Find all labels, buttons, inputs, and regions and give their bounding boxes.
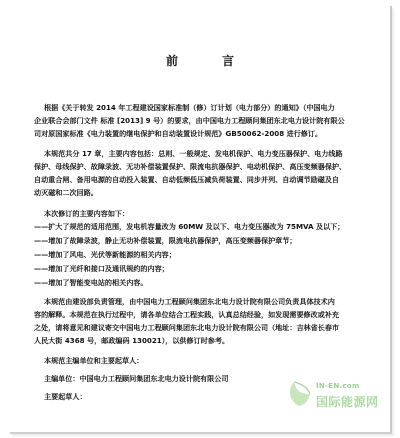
watermark-url: IN-EN.com xyxy=(316,382,360,390)
paragraph-line: 本规范主编单位和主要起草人： xyxy=(44,356,144,365)
paragraph-line: 之处，请将意见和建议寄交中国电力工程顾问集团东北电力设计院有限公司（地址：吉林省长春市 xyxy=(34,323,340,332)
paragraph-line: 司对原国家标准《电力装置的继电保护和自动装置设计规范》GB50062-2008 进行修订。 xyxy=(34,129,323,138)
paragraph-line: 主要起草人： xyxy=(44,392,87,401)
page-title: 前 言 xyxy=(165,54,250,68)
paragraph-line: 自动重合闸、备用电源的自动投入装置、自动低频低压减负荷装置、同步并列、自动调节励磁及自 xyxy=(34,175,340,184)
list-item: ——增加了风电、光伏等新能源的相关内容； xyxy=(34,250,176,259)
list-item: ——增加了光纤和接口及通讯规约的内容； xyxy=(34,264,169,273)
list-item: ——扩大了规范的适用范围，发电机容量改为 60MW 及以下、电力变压器改为 75MVA 及以下； xyxy=(34,222,345,231)
paragraph-line: 主编单位：中国电力工程顾问集团东北电力设计院有限公司 xyxy=(44,374,229,383)
watermark-name: 国际能源网 xyxy=(316,395,379,409)
paragraph-line: 动灭磁和二次回路。 xyxy=(34,188,98,197)
list-item: ——增加了智能变电站的相关内容。 xyxy=(34,278,148,287)
leaf-icon xyxy=(284,378,314,408)
paragraph-line: 根据《关于转发 2014 年工程建设国家标准制（修）订计划（电力部分）的通知》（中国电力 xyxy=(44,103,335,112)
paragraph-line: 本规范由建设部负责管理，由中国电力工程顾问集团东北电力设计院有限公司负责具体技术内 xyxy=(44,297,335,306)
list-item: ——增加了故障录波，静止无功补偿装置，限流电抗器保护，高压变频器保护章节； xyxy=(34,236,297,245)
paragraph-line: 本次修订的主要内容如下： xyxy=(44,209,130,218)
paragraph-line: 本规范共分 17 章，主要内容包括：总则、一般规定、发电机保护、电力变压器保护、电力线路 xyxy=(44,149,343,158)
document-page xyxy=(10,6,392,434)
paragraph-line: 容的解释。本规范在执行过程中，请各单位结合工程实践，认真总结经验，如发现需要修改或补充 xyxy=(34,310,340,319)
watermark-logo xyxy=(284,376,380,420)
paragraph-line: 企业联合会部门文件 标准 [2013] 9 号）的要求，由中国电力工程顾问集团东北电力设计院有限公 xyxy=(34,116,345,125)
paragraph-line: 人民大街 4368 号，邮政编码 130021），以供修订时参考。 xyxy=(34,336,230,345)
paragraph-line: 保护、母线保护、故障录波、无功补偿装置保护、限流电抗器保护、电动机保护、高压变频器保护、 xyxy=(34,162,347,171)
